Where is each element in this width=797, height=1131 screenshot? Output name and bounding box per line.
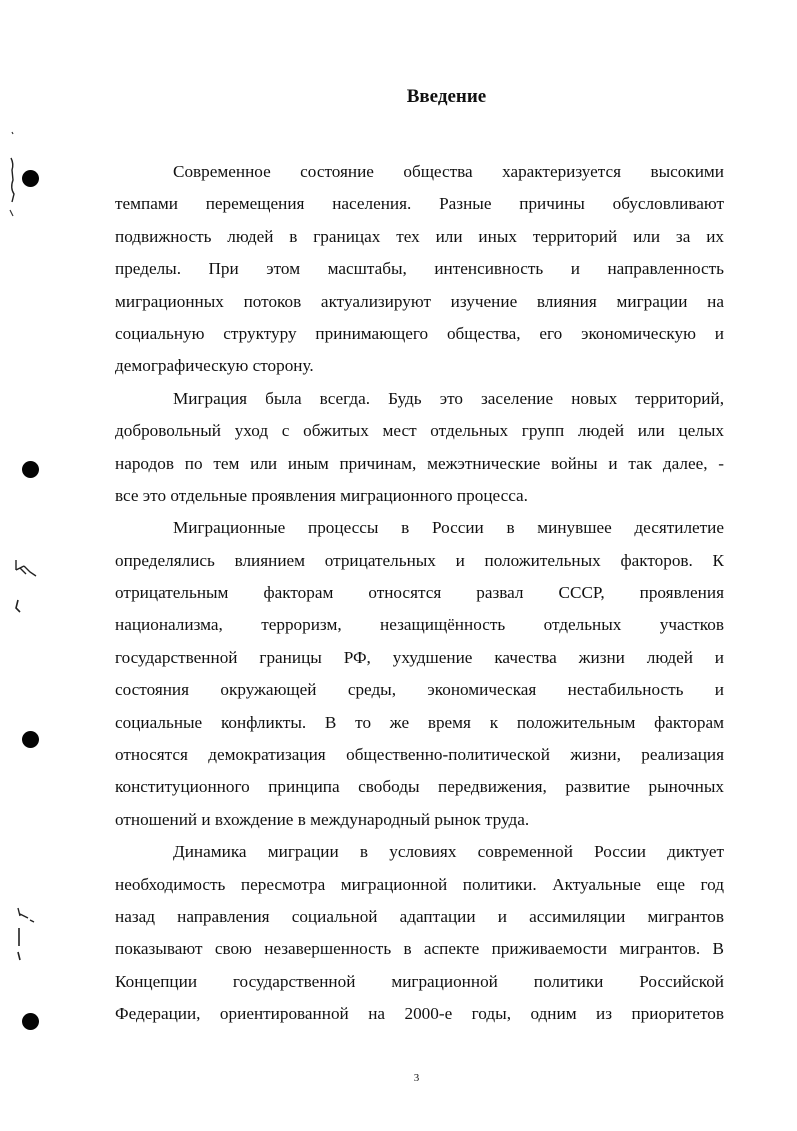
- text-line: социальные конфликты. В то же время к положительным факторам: [115, 712, 724, 732]
- text-line: состояния окружающей среды, экономическая нестабильность и: [115, 680, 724, 700]
- text-line: назад направления социальной адаптации и ассимиляции мигрантов: [115, 906, 724, 926]
- binder-hole-3: [22, 731, 39, 748]
- text-line: определялись влиянием отрицательных и положительных факторов. К: [115, 550, 724, 570]
- text-line: показывают свою незавершенность в аспекте приживаемости мигрантов. В: [115, 939, 724, 959]
- text-line: Миграция была всегда. Будь это заселение новых территорий,: [173, 388, 724, 408]
- binder-hole-2: [22, 461, 39, 478]
- paragraph-4: [115, 836, 724, 1030]
- text-line: конституционного принципа свободы передвижения, развитие рыночных: [115, 777, 724, 797]
- paragraph-2: [115, 383, 724, 513]
- text-line: пределы. При этом масштабы, интенсивность и направленность: [115, 259, 724, 279]
- text-line: относятся демократизация общественно-политической жизни, реализация: [115, 745, 724, 765]
- text-line: Концепции государственной миграционной политики Российской: [115, 971, 724, 991]
- text-line: добровольный уход с обжитых мест отдельных групп людей или целых: [115, 421, 724, 441]
- text-line: Федерации, ориентированной на 2000-е годы, одним из приоритетов: [115, 1004, 724, 1024]
- text-line: Современное состояние общества характеризуется высокими: [173, 162, 724, 181]
- scan-mark-3: [4, 906, 44, 966]
- paragraph-1: [115, 156, 724, 383]
- scan-mark-2: [4, 556, 48, 616]
- page-title: Введение: [406, 86, 487, 107]
- text-line: социальную структуру принимающего общества, его экономическую и: [115, 323, 724, 343]
- scan-mark-1: [4, 130, 24, 220]
- text-line: народов по тем или иным причинам, межэтнические войны и так далее, -: [115, 453, 724, 473]
- page-number: 3: [413, 1072, 420, 1084]
- text-line: миграционных потоков актуализируют изучение влияния миграции на: [115, 291, 724, 311]
- text-line: национализма, терроризм, незащищённость отдельных участков: [115, 615, 724, 635]
- text-line: подвижность людей в границах тех или иных территорий или за их: [115, 226, 724, 246]
- text-line: темпами перемещения населения. Разные причины обусловливают: [115, 194, 724, 214]
- paragraph-3: [115, 512, 724, 836]
- text-line: Миграционные процессы в России в минувшее десятилетие: [173, 518, 724, 538]
- text-line: государственной границы РФ, ухудшение качества жизни людей и: [115, 647, 724, 667]
- text-line: отношений и вхождение в международный рынок труда.: [115, 809, 530, 829]
- text-line: отрицательным факторам относятся развал СССР, проявления: [115, 583, 724, 603]
- binder-hole-4: [22, 1013, 39, 1030]
- text-line: демографическую сторону.: [115, 356, 314, 376]
- text-line: Динамика миграции в условиях современной России диктует: [173, 842, 724, 862]
- text-line: все это отдельные проявления миграционного процесса.: [115, 485, 528, 505]
- document-body: [115, 156, 724, 1031]
- text-line: необходимость пересмотра миграционной политики. Актуальные еще год: [115, 874, 724, 894]
- binder-hole-1: [22, 170, 39, 187]
